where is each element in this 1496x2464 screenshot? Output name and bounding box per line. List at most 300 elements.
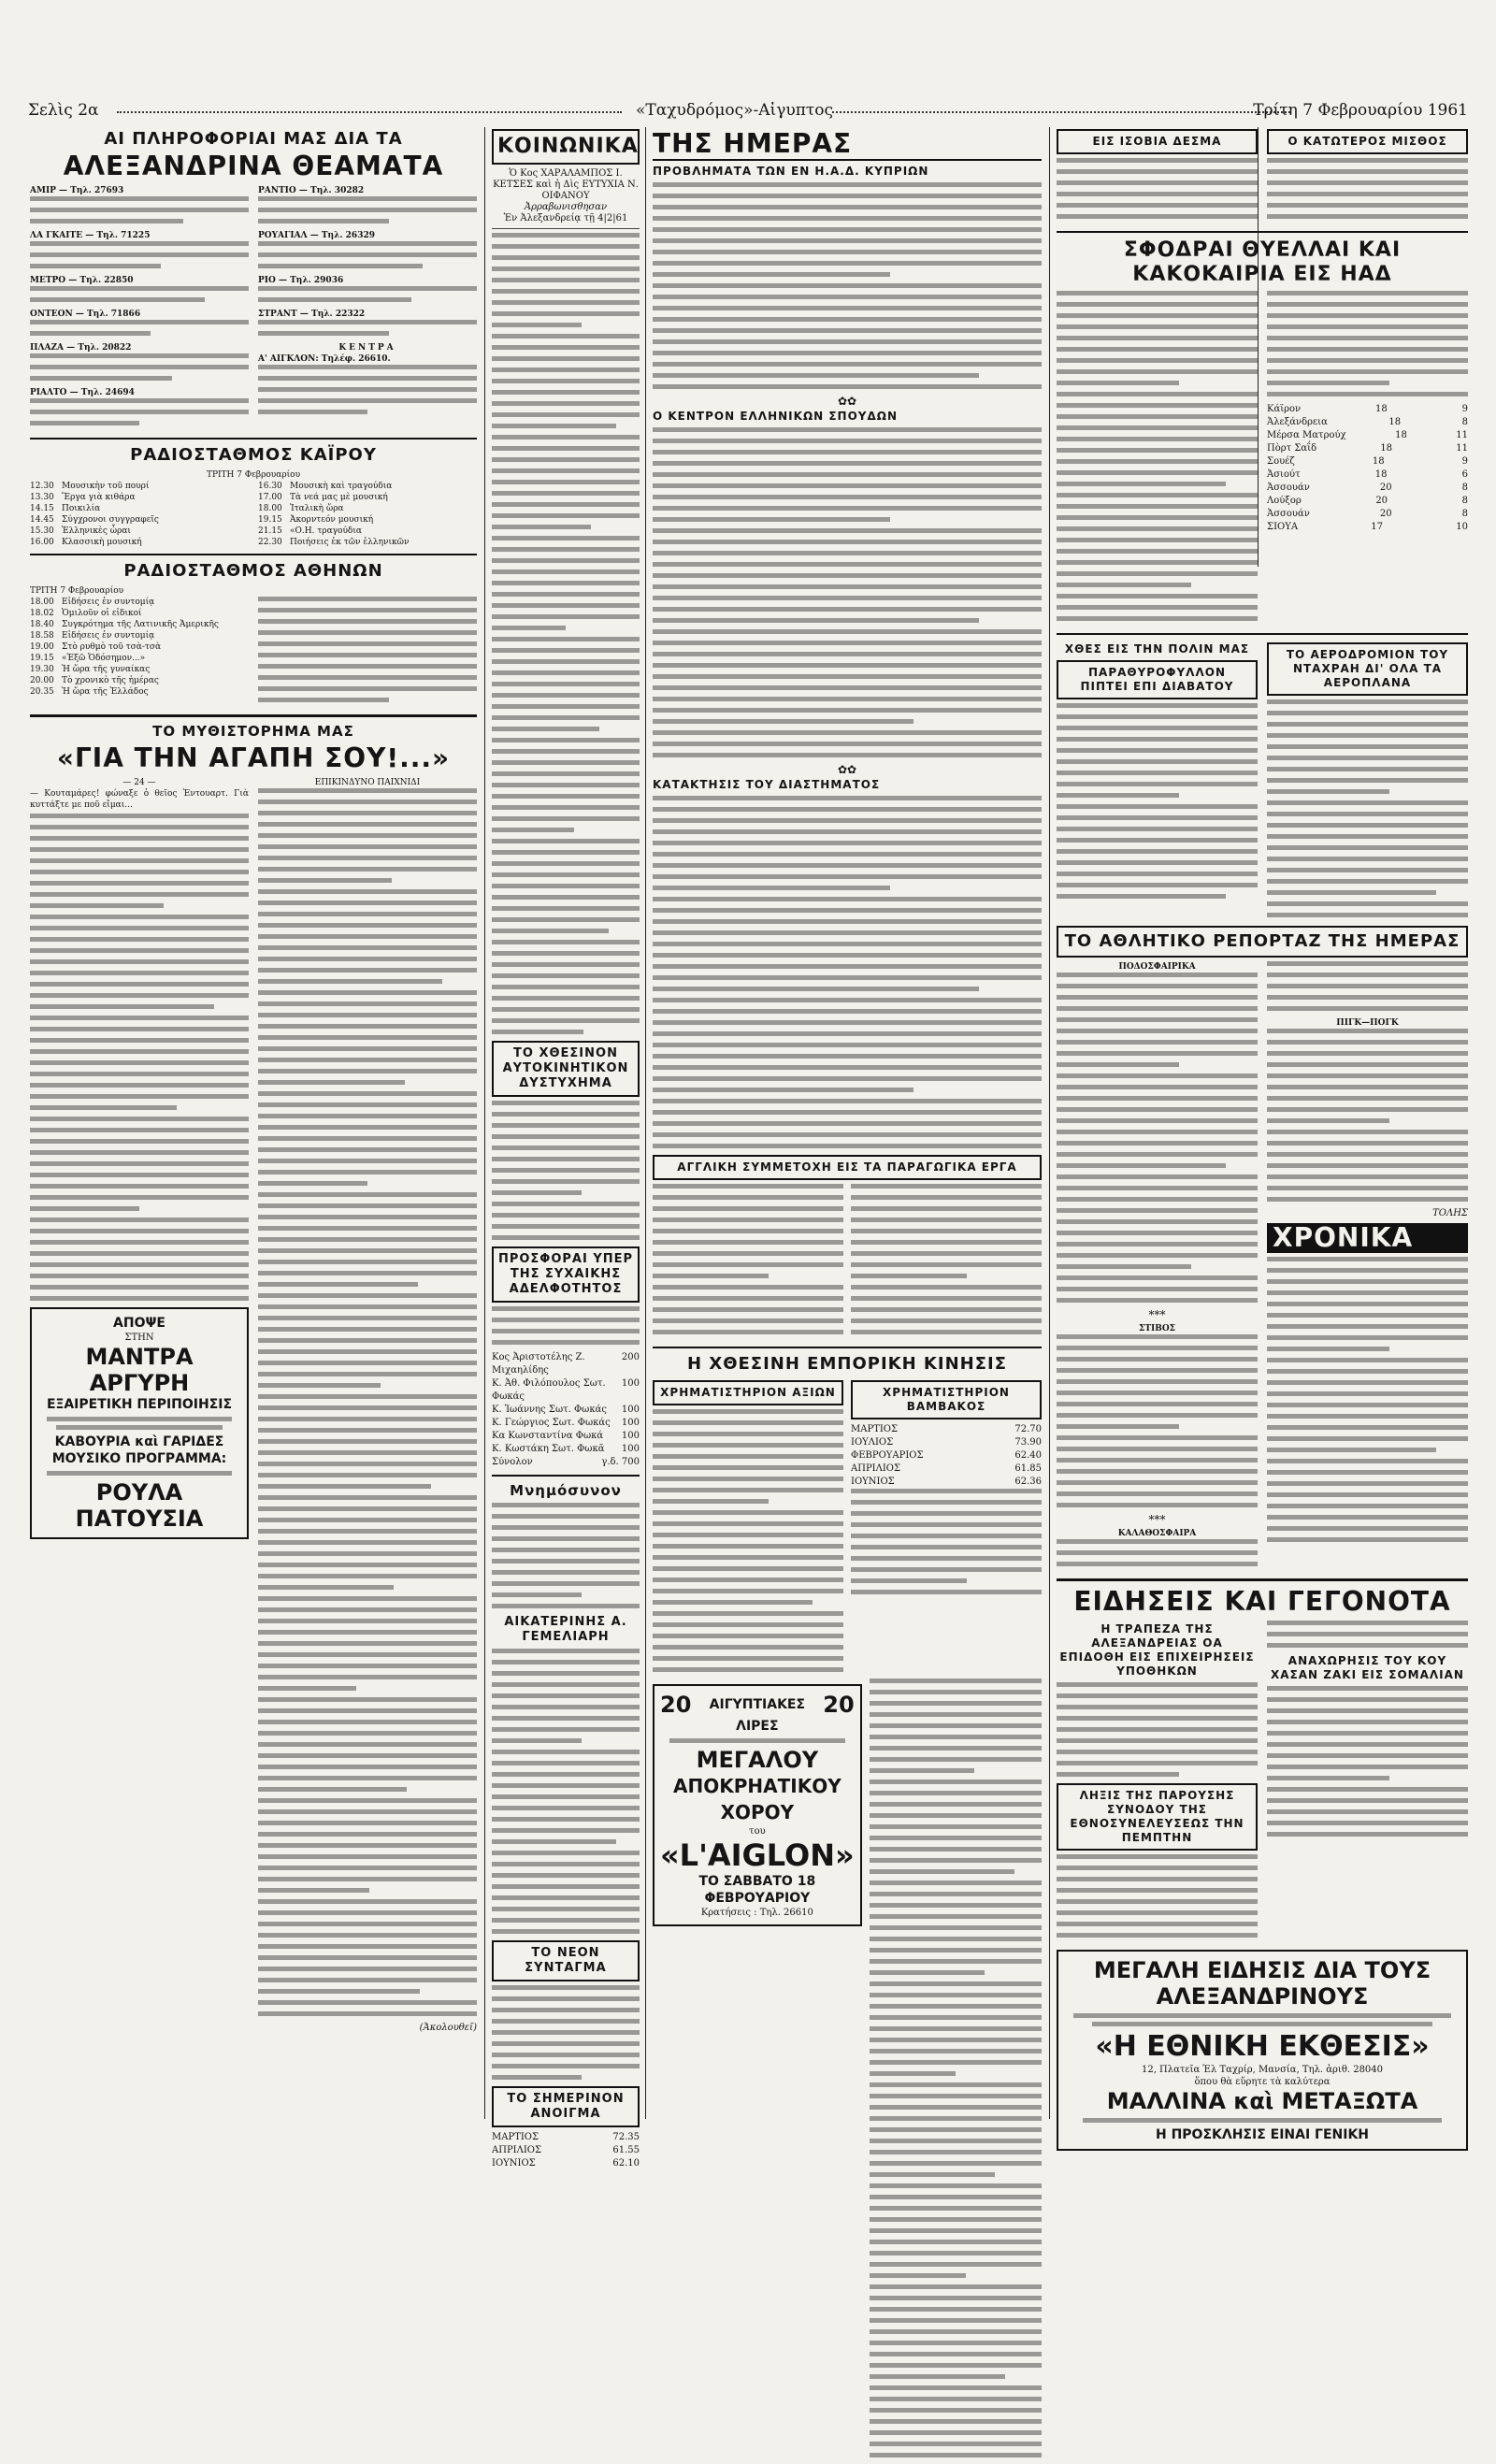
price-row [492,2144,640,2157]
offers-heading: ΠΡΟΣΦΟΡΑΙ ΥΠΕΡ ΤΗΣ ΣΥΧΑΙΚΗΣ ΑΔΕΛΦΟΤΗΤΟΣ [492,1246,640,1303]
price-cell: 6 [1461,469,1468,480]
assembly-text [1057,1854,1258,1938]
column-social [492,127,640,2170]
ball-prize-amount-2: 20 [823,1692,855,1718]
schedule-row [258,492,477,503]
schedule-row [30,514,249,526]
price-row [492,2157,640,2170]
theatres-heading-2: ΑΛΕΞΑΝΔΡΙΝΑ ΘΕΑΜΑΤΑ [63,151,444,181]
price-cell: 73.90 [1014,1437,1042,1448]
schedule-row [30,664,249,675]
price-cell: 8 [1461,509,1468,519]
price-cell: Λούξορ [1267,496,1302,506]
price-cell: Ἀσσουάν [1267,509,1310,519]
price-cell: 61.55 [612,2145,640,2155]
header-dots-left [117,111,622,113]
header-dots-right [832,111,1290,113]
price-cell: 10 [1456,522,1468,532]
cinema-entry: ΜΕΤΡΟ — Τηλ. 22850 [30,276,134,285]
schedule-time: 17.00 [258,493,282,502]
stocks-heading: ΧΡΗΜΑΤΙΣΤΗΡΙΟΝ ΑΞΙΩΝ [653,1380,843,1405]
schedule-program: Ποικιλία [62,504,101,513]
page-header [28,101,1468,123]
ball-date: ΤΟ ΣΑΒΒΑΤΟ 18 ΦΕΒΡΟΥΑΡΙΟΥ [698,1874,816,1906]
assembly-heading: ΛΗΞΙΣ ΤΗΣ ΠΑΡΟΥΣΗΣ ΣΥΝΟΔΟΥ ΤΗΣ ΕΘΝΟΣΥΝΕΛΕΥΣΕΩΣ ΤΗΝ ΠΕΜΠΤΗΝ [1057,1783,1258,1851]
space-heading: ΚΑΤΑΚΤΗΣΙΣ ΤΟΥ ΔΙΑΣΤΗΜΑΤΟΣ [653,778,881,791]
schedule-time: 16.30 [258,482,282,491]
price-cell: ΑΠΡΙΛΙΟΣ [492,2145,542,2155]
price-row [1267,521,1468,534]
schedule-row [258,514,477,526]
lower-wage [1267,127,1468,225]
schedule-program: Μουσικὴν τοῦ πουρί [62,482,150,491]
sport-columns [1057,961,1468,1573]
price-cell: Ἀσσουάν [1267,483,1310,493]
schedule-row [30,675,249,686]
syntagma-heading: ΤΟ ΝΕΟΝ ΣΥΝΤΑΓΜΑ [492,1940,640,1981]
schedule-row [258,537,477,548]
commerce-heading: Η ΧΘΕΣΙΝΗ ΕΜΠΟΡΙΚΗ ΚΙΝΗΣΙΣ [686,1354,1007,1374]
exhibition-fabrics: ΜΑΛΛΙΝΑ καὶ ΜΕΤΑΞΩΤΑ [1106,2088,1418,2114]
cotton-prices [851,1423,1042,1489]
engagement-word: Ἀρραβωνισθησαν [524,202,608,212]
cinema-entry: Α' ΑΙΓΚΛΟΝ: Τηλέφ. 26610. [258,354,391,364]
schedule-time: 13.30 [30,493,54,502]
exhibition-headline: ΜΕΓΑΛΗ ΕΙΔΗΣΙΣ ΔΙΑ ΤΟΥΣ ΑΛΕΞΑΝΔΡΙΝΟΥΣ [1093,1957,1431,2010]
column-news [1057,127,1468,2156]
life-sentence-text [1057,158,1258,219]
schedule-row [30,526,249,537]
storm-text [1267,291,1468,396]
price-cell: 100 [621,1378,640,1389]
ad-service: ΕΞΑΙΡΕΤΙΚΗ ΠΕΡΙΠΟΙΗΣΙΣ [46,1397,233,1412]
bank-text [1057,1682,1258,1777]
bank-heading: Η ΤΡΑΠΕΖΑ ΤΗΣ ΑΛΕΞΑΝΔΡΕΙΑΣ ΟΑ ΕΠΙΔΟΘΗ ΕΙΣ ΕΠΙΧΕΙΡΗΣΕΙΣ ΥΠΟΘΗΚΩΝ [1059,1622,1255,1678]
price-cell: 20 [1379,483,1392,493]
british-text [851,1184,1042,1341]
sport-signature: ΤΟΛΗΣ [1432,1208,1468,1218]
schedule-program: Ἔργα γιὰ κιθάρα [62,493,136,502]
price-cell: 17 [1371,522,1384,532]
pingpong-heading: ΠΙΓΚ—ΠΟΓΚ [1336,1018,1399,1028]
price-cell: ΦΕΒΡΟΥΑΡΙΟΣ [851,1450,924,1461]
sport-text [1267,961,1468,1011]
sport-heading: ΤΟ ΑΘΛΗΤΙΚΟ ΡΕΠΟΡΤΑΖ ΤΗΣ ΗΜΕΡΑΣ [1057,926,1468,958]
ball-ad-column [653,1679,862,2464]
cinema-entry: ΡΙΟ — Τηλ. 29036 [258,276,344,285]
cotton-text [851,1489,1042,1594]
schedule-time: 16.00 [30,538,54,547]
cypriots-heading: ΠΡΟΒΛΗΜΑΤΑ ΤΩΝ ΕΝ Η.Α.Δ. ΚΥΠΡΙΩΝ [653,165,929,178]
column-theatres [30,127,477,2038]
page-number: Σελὶς 2α [28,101,99,120]
schedule-time: 18.00 [30,598,54,607]
ball-prize-row [660,1692,855,1718]
accident-heading: ΤΟ ΧΘΕΣΙΝΟΝ ΑΥΤΟΚΙΝΗΤΙΚΟΝ ΔΥΣΤΥΧΗΜΑ [492,1041,640,1097]
schedule-time: 20.35 [30,687,54,697]
accident-text [492,1101,640,1240]
shares-text [870,1679,1042,2464]
schedule-time: 19.00 [30,642,54,652]
temperature-table [1267,403,1468,534]
price-cell: Μέρσα Ματρούχ [1267,430,1346,440]
offers-list [492,1351,640,1456]
price-cell: 62.40 [1014,1450,1042,1461]
price-row [1267,482,1468,495]
price-cell: 18 [1380,443,1393,454]
ad-tonight: ΑΠΟΨΕ [113,1316,165,1331]
stocks-text [653,1409,843,1672]
radio-cairo-left [30,481,249,548]
price-cell: Κ. Κωστάκη Σωτ. Φωκᾶ [492,1444,605,1454]
price-row [1267,495,1468,508]
novel-chapter: — 24 — [122,778,156,787]
ad-music: ΜΟΥΣΙΚΟ ΠΡΟΓΡΑΜΜΑ: [51,1451,227,1466]
ad-carnival-ball [653,1684,862,1926]
issue-date: Τρίτη 7 Φεβρουαρίου 1961 [1253,101,1468,120]
schedule-row [30,641,249,653]
cinema-entry: ΡΟΥΑΓΙΑΛ — Τηλ. 26329 [258,231,375,240]
cypriots-text [653,182,1042,389]
ad-singer-2: ΠΑΤΟΥΣΙΑ [75,1506,204,1532]
schedule-row [30,503,249,514]
city-columns [1057,641,1468,924]
schedule-row [30,597,249,608]
cinema-list-right [258,185,477,432]
price-cell: 11 [1456,430,1468,440]
column-rule [1049,127,1050,2119]
sport-right [1267,961,1468,1573]
price-cell: 100 [621,1431,640,1441]
novel-subtitle: ΕΠΙΚΙΝΔΥΝΟ ΠΑΙΧΝΙΔΙ [314,778,421,787]
column-rule [484,127,485,2119]
cinema-entry: ΑΜΙΡ — Τηλ. 27693 [30,186,124,195]
news-left [1057,1621,1258,1944]
lower-wage-heading: Ο ΚΑΤΩΤΕΡΟΣ ΜΙΣΘΟΣ [1267,129,1468,154]
schedule-program: Ἀκορντεόν μουσική [290,515,374,525]
price-cell: 11 [1456,443,1468,454]
price-cell: ΜΑΡΤΙΟΣ [492,2132,539,2142]
ad-at: ΣΤΗΝ [124,1333,154,1343]
novel-col-left [30,777,249,2038]
airport-news [1267,641,1468,924]
schedule-time: 15.30 [30,526,54,536]
price-cell: Κος Ἀριστοτέλης Ζ. Μιχαηλίδης [492,1352,585,1376]
shutter-heading: ΠΑΡΑΘΥΡΟΦΥΛΛΟΝ ΠΙΠΤΕΙ ΕΠΙ ΔΙΑΒΑΤΟΥ [1057,660,1258,699]
airport-text [1267,699,1468,917]
price-cell: 9 [1461,404,1468,414]
column-today: ΤΗΣ ΗΜΕΡΑΣ ΠΡΟΒΛΗΜΑΤΑ ΤΩΝ ΕΝ Η.Α.Δ. ΚΥΠΡΙΩΝ ✿✿ Ο ΚΕΝΤΡΟΝ ΕΛΛΗΝΙΚΩΝ ΣΠΟΥΔΩΝ ✿✿ ΚΑΤΑΚΤΗΣΙΣ ΤΟΥ ΔΙΑΣΤΗΜΑΤΟΣ ΑΓΓΛΙΚΗ ΣΥΜΜΕΤΟΧΗ ΕΙΣ ΤΑ ΠΑΡΑΓΩΓΙΚΑ ΕΡΓΑ Η ΧΘΕΣΙΝΗ ΕΜΠΟΡΙΚΗ ΚΙΝΗΣΙΣ ΧΡΗΜΑΤΙΣΤΗΡΙΟΝ ΑΞΙΩΝ ΧΡΗΜΑΤΙΣΤΗΡΙΟΝ ΒΑΜΒΑΚΟΣ ΜΑΡΤΙΟΣ 72.70 ΙΟΥΛΙΟΣ 73.90 ΦΕΒΡΟΥΑΡΙΟΣ 62.40 ΑΠΡΙΛΙΟΣ 61.85 ΙΟΥΝΙΟΣ 62.36 20 ΑΙΓΥΠΤΙΑΚΕΣ 20 ΛΙΡΕΣ ΜΕΓΑΛΟΥ ΑΠΟΚΡΗΑΤΙΚΟΥ ΧΟΡΟΥ του «L'AIGLON» ΤΟ ΣΑΒΒΑΤΟ 18 ΦΕΒΡΟΥΑΡΙΟΥ Κρατήσεις : Τηλ. 26610 [653,127,1042,2464]
price-row [1267,429,1468,442]
ad-dishes: ΚΑΒΟΥΡΙΑ καὶ ΓΑΡΙΔΕΣ [54,1434,224,1449]
social-heading: ΚΟΙΝΩΝΙΚΑ [492,129,640,165]
price-cell: 18 [1388,417,1402,427]
radio-cairo-date: ΤΡΙΤΗ 7 Φεβρουαρίου [206,470,301,480]
price-cell: 72.35 [612,2132,640,2142]
price-cell: 8 [1461,496,1468,506]
commerce-columns [653,1378,1042,1679]
news-columns [1057,1621,1468,1944]
radio-athens-left [30,597,249,709]
engagement-date: Ἐν Ἀλεξανδρείᾳ τῇ 4|2|61 [503,213,628,223]
price-row [851,1463,1042,1476]
cinema-entry: ΡΙΑΛΤΟ — Τηλ. 24694 [30,388,135,397]
price-row [492,2131,640,2144]
opening-heading: ΤΟ ΣΗΜΕΡΙΝΟΝ ΑΝΟΙΓΜΑ [492,2086,640,2127]
memorial-text [492,1503,640,1608]
price-cell: Κ. Ἀθ. Φιλόπουλος Σωτ. Φωκάς [492,1378,606,1402]
greek-studies-heading: Ο ΚΕΝΤΡΟΝ ΕΛΛΗΝΙΚΩΝ ΣΠΟΥΔΩΝ [653,410,899,423]
social-text [492,233,640,1034]
schedule-time: 22.30 [258,538,282,547]
schedule-program: Στὸ ρυθμὸ τοῦ τσὰ-τσὰ [62,642,162,652]
schedule-program: Ἡ ὥρα τῆς γυναίκας [62,665,151,674]
british-text [653,1184,843,1341]
schedule-row [30,537,249,548]
price-row [1267,508,1468,521]
radio-athens-right [258,597,477,709]
memorial-name: ΑΙΚΑΤΕΡΙΝΗΣ Α. ΓΕΜΕΛΙΑΡΗ [504,1615,627,1644]
schedule-row [258,481,477,492]
price-cell: ΙΟΥΝΙΟΣ [851,1477,895,1487]
schedule-time: 20.00 [30,676,54,685]
theatres-heading: ΑΙ ΠΛΗΡΟΦΟΡΙΑΙ ΜΑΣ ΔΙΑ ΤΑ [104,129,403,149]
basketball-heading: ΚΑΛΑΘΟΣΦΑΙΡΑ [1117,1529,1197,1538]
price-row [851,1449,1042,1463]
price-row [1267,468,1468,482]
price-row [492,1417,640,1430]
ball-carnival: ΑΠΟΚΡΗΑΤΙΚΟΥ ΧΟΡΟΥ [673,1775,842,1823]
exhibition-sub: ὅπου θὰ εὕρητε τὰ καλύτερα [1194,2077,1331,2087]
price-row [492,1404,640,1417]
athletics-text [1057,1334,1258,1507]
price-cell: ΑΠΡΙΛΙΟΣ [851,1463,901,1474]
stocks-column [653,1378,843,1679]
price-cell: 20 [1379,509,1392,519]
price-row [492,1430,640,1443]
novel-label: ΤΟ ΜΥΘΙΣΤΟΡΗΜΑ ΜΑΣ [152,723,354,740]
news-text [1267,1621,1468,1648]
price-cell: 9 [1461,456,1468,467]
price-cell: Πὸρτ Σαΐδ [1267,443,1317,454]
schedule-row [30,481,249,492]
cotton-heading: ΧΡΗΜΑΤΙΣΤΗΡΙΟΝ ΒΑΜΒΑΚΟΣ [851,1380,1042,1419]
schedule-row [30,608,249,619]
price-cell: 100 [621,1418,640,1428]
schedule-program: «Ἑξῶ Ὁδόσημον...» [62,654,146,663]
exhibition-address: 12, Πλατεῖα Ἐλ Ταχρίρ, Μανσία, Τηλ. ἀριθ. 28040 [1141,2065,1384,2075]
price-cell: ΜΑΡΤΙΟΣ [851,1424,899,1434]
departure-text [1267,1686,1468,1837]
price-row [851,1423,1042,1436]
storm-columns [1057,291,1468,627]
pingpong-text [1267,1029,1468,1202]
price-cell: 18 [1395,430,1407,440]
schedule-time: 18.00 [258,504,282,513]
schedule-row [258,526,477,537]
price-cell: 62.36 [1014,1477,1042,1487]
price-row [1267,442,1468,455]
chronicle-heading: ΧΡΟΝΙΚΑ [1267,1223,1468,1253]
schedule-program: Τὸ χρονικὸ τῆς ἡμέρας [62,676,159,685]
football-heading: ΠΟΔΟΣΦΑΙΡΙΚΑ [1118,962,1196,972]
ad-venue: ΜΑΝΤΡΑ ΑΡΓΥΡΗ [85,1344,194,1396]
price-cell: 18 [1375,404,1388,414]
masthead-of-the-day: ΤΗΣ ΗΜΕΡΑΣ [653,129,1042,161]
ball-megalou: ΜΕΓΑΛΟΥ [696,1747,819,1773]
schedule-program: Εἰδήσεις ἐν συντομίᾳ [62,631,155,641]
price-cell: ΙΟΥΝΙΟΣ [492,2158,536,2169]
schedule-time: 18.40 [30,620,54,629]
city-heading: ΧΘΕΣ ΕΙΣ ΤΗΝ ΠΟΛΙΝ ΜΑΣ [1064,642,1250,656]
schedule-time: 19.30 [30,665,54,674]
schedule-row [30,619,249,630]
chronicle-text [1267,1257,1468,1542]
price-row [1267,416,1468,429]
price-cell: 200 [621,1352,640,1362]
schedule-time: 14.15 [30,504,54,513]
schedule-row [30,630,249,641]
radio-athens-heading: ΡΑΔΙΟΣΤΑΘΜΟΣ ΑΘΗΝΩΝ [123,561,383,581]
british-columns [653,1184,1042,1341]
athletics-heading: ΣΤΙΒΟΣ [1138,1324,1176,1333]
commerce-lower [653,1679,1042,2464]
schedule-row [30,686,249,698]
schedule-program: Ἡ ὥρα τῆς Ἐλλάδος [62,687,149,697]
schedule-time: 18.02 [30,609,54,618]
shutter-text [1057,703,1258,899]
storm-heading: ΣΦΟΔΡΑΙ ΘΥΕΛΛΑΙ ΚΑΙ ΚΑΚΟΚΑΙΡΙΑ ΕΙΣ ΗΑΔ [1123,238,1402,286]
news-right [1267,1621,1468,1944]
british-heading: ΑΓΓΛΙΚΗ ΣΥΜΜΕΤΟΧΗ ΕΙΣ ΤΑ ΠΑΡΑΓΩΓΙΚΑ ΕΡΓΑ [653,1155,1042,1180]
price-row [492,1377,640,1404]
offers-total-row [492,1456,640,1469]
price-cell: ΙΟΥΛΙΟΣ [851,1437,894,1448]
ball-lires: ΛΙΡΕΣ [736,1719,779,1734]
schedule-time: 21.15 [258,526,282,536]
radio-athens-date: ΤΡΙΤΗ 7 Φεβρουαρίου [30,586,124,596]
schedule-program: Εἰδήσεις ἐν συντομίᾳ [62,598,155,607]
city-news [1057,641,1258,924]
exhibition-name: «Η ΕΘΝΙΚΗ ΕΚΘΕΣΙΣ» [1095,2030,1430,2063]
schedule-program: «Ο.Η. τραγούδια [290,526,362,536]
novel-first-line: — Κουταμάρες! φώναξε ὁ θεῖος Ἐντουαρτ. Γιὰ κυττάξτε με ποῦ εἴμαι... [30,789,249,810]
novel-title: «ΓΙΑ ΤΗΝ ΑΓΑΠΗ ΣΟΥ!...» [56,742,451,773]
price-cell: Κάϊρον [1267,404,1302,414]
storm-text [1057,291,1258,627]
schedule-row [258,503,477,514]
price-row [851,1436,1042,1449]
schedule-time: 12.30 [30,482,54,491]
radio-cairo-schedule [30,481,477,548]
offers-total: γ.δ. 700 [601,1457,640,1467]
novel-columns [30,777,477,2038]
column-rule [645,127,646,2119]
basketball-text [1057,1539,1258,1566]
price-cell: Κ. Ἰωάννης Σωτ. Φωκάς [492,1405,607,1415]
price-cell: 8 [1461,417,1468,427]
newspaper-name: «Ταχυδρόμος»-Αἰγυπτος [636,101,834,120]
cinema-list-left [30,185,249,432]
price-cell: 8 [1461,483,1468,493]
novel-text [30,814,249,1301]
ad-mantra-argyri [30,1307,249,1539]
novel-text [258,788,477,2016]
radio-cairo-heading: ΡΑΔΙΟΣΤΑΘΜΟΣ ΚΑΪΡΟΥ [130,445,377,465]
offers-intro [492,1306,640,1345]
offers-total-label: Σύνολον [492,1457,533,1467]
memorial-text-2 [492,1649,640,1934]
price-cell: 18 [1374,469,1388,480]
schedule-time: 19.15 [258,515,282,525]
schedule-time: 18.58 [30,631,54,641]
news-heading: ΕΙΔΗΣΕΙΣ ΚΑΙ ΓΕΓΟΝΟΤΑ [1073,1586,1451,1617]
departure-heading: ΑΝΑΧΩΡΗΣΙΣ ΤΟΥ ΚΟΥ ΧΑΣΑΝ ΖΑΚΙ ΕΙΣ ΣΟΜΑΛΙΑΝ [1271,1654,1464,1681]
exhibition-invite: Η ΠΡΟΣΚΛΗΣΙΣ ΕΙΝΑΙ ΓΕΝΙΚΗ [1155,2127,1370,2142]
ball-prize-currency: ΑΙΓΥΠΤΙΑΚΕΣ [709,1697,806,1712]
schedule-program: Τὰ νεά μας μὲ μουσική [290,493,388,502]
cinema-entry: ΡΑΝΤΙΟ — Τηλ. 30282 [258,186,365,195]
schedule-program: Μουσικὴ καὶ τραγούδια [290,482,393,491]
price-cell: 72.70 [1014,1424,1042,1434]
price-cell: 100 [621,1405,640,1415]
price-cell: 61.85 [1014,1463,1042,1474]
lower-wage-text [1267,158,1468,219]
greek-studies-text [653,427,1042,757]
syntagma-text [492,1985,640,2080]
novel-col-right [258,777,477,2038]
cinema-entry: ΣΤΡΑΝΤ — Τηλ. 22322 [258,310,366,319]
price-cell: Σουέζ [1267,456,1295,467]
schedule-row [30,653,249,664]
storm-right [1267,291,1468,627]
cinema-entry: ΛΑ ΓΚΑΙΤΕ — Τηλ. 71225 [30,231,151,240]
price-row [492,1351,640,1377]
price-row [851,1476,1042,1489]
schedule-program: Κλασσικὴ μουσική [62,538,142,547]
airport-heading: ΤΟ ΑΕΡΟΔΡΟΜΙΟΝ ΤΟΥ ΝΤΑΧΡΑΗ ΔΙ' ΟΛΑ ΤΑ ΑΕΡΟΠΛΑΝΑ [1267,642,1468,696]
schedule-program: Σύγχρονοι συγγραφεῖς [62,515,159,525]
schedule-program: Ἰταλικὴ ὥρα [290,504,344,513]
cotton-column [851,1378,1042,1679]
schedule-row [30,492,249,503]
price-cell: Κα Κωνσταντίνα Φωκά [492,1431,604,1441]
opening-prices [492,2131,640,2170]
top-boxes [1057,127,1468,225]
schedule-program: Ἑλληνικὲς ὧραι [62,526,131,536]
schedule-program: Συγκρότημα τῆς Λατινικῆς Ἀμερικῆς [62,620,219,629]
ball-prize-amount: 20 [660,1692,692,1718]
memorial-heading: Μνημόσυνον [510,1482,622,1499]
space-text [653,796,1042,1148]
radio-cairo-right [258,481,477,548]
ball-phone: Κρατήσεις : Τηλ. 26610 [700,1908,813,1918]
schedule-time: 19.15 [30,654,54,663]
price-row [492,1443,640,1456]
price-row [1267,403,1468,416]
engagement-notice: Ὁ Κος ΧΑΡΑΛΑΜΠΟΣ Ι. ΚΕΤΣΕΣ καὶ ἡ Δὶς ΕΥΤΥΧΙΑ Ν. ΟΙΦΑΝΟΥ [493,168,639,201]
schedule-program: Ποιήσεις ἐκ τῶν ἑλληνικῶν [290,538,410,547]
radio-athens-schedule [30,597,477,709]
cinema-entry: ΠΛΑΖΑ — Τηλ. 20822 [30,343,132,353]
price-cell: 100 [621,1444,640,1454]
sport-left: ΠΟΔΟΣΦΑΙΡΙΚΑ *** ΣΤΙΒΟΣ *** ΚΑΛΑΘΟΣΦΑΙΡΑ [1057,961,1258,1573]
price-cell: ΣΙΟΥΑ [1267,522,1299,532]
cinema-entry: ΟΝΤΕΟΝ — Τηλ. 71866 [30,310,141,319]
football-text [1057,973,1258,1303]
kentra-heading: ΚΕΝΤΡΑ [338,343,396,353]
life-sentence [1057,127,1258,225]
